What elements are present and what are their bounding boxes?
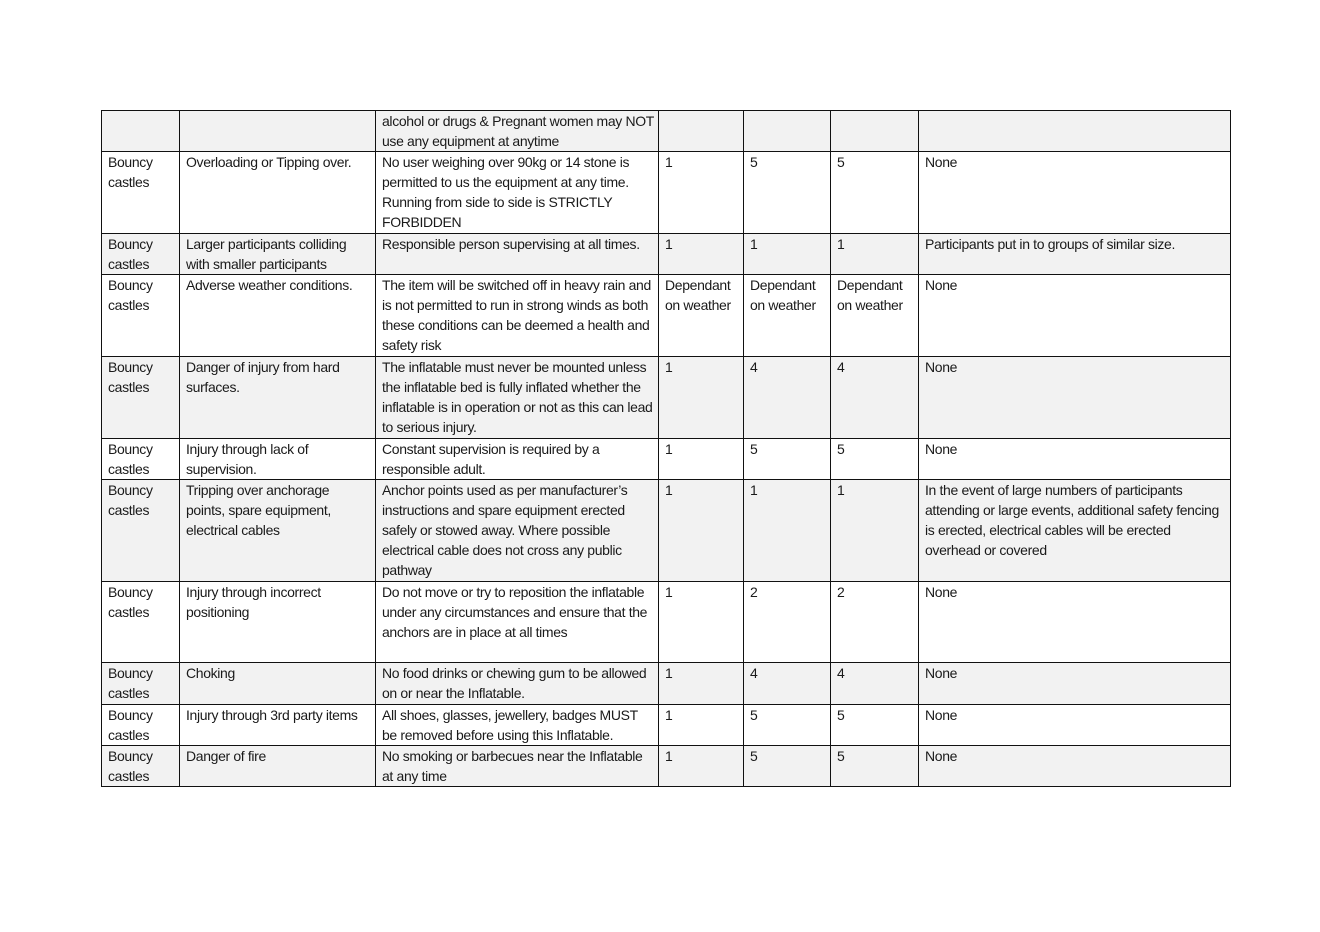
hazard-cell: Tripping over anchorage points, spare equipment, electrical cables: [180, 480, 376, 582]
control-measures-cell: No smoking or barbecues near the Inflatable at any time: [376, 746, 659, 787]
table-row: [102, 480, 1231, 582]
further-action-cell: None: [919, 152, 1231, 234]
risk-rating-cell: 5: [831, 705, 919, 746]
hazard-cell: [180, 111, 376, 152]
hazard-cell: Injury through incorrect positioning: [180, 582, 376, 663]
severity-cell: 5: [744, 439, 831, 480]
risk-rating-cell: [831, 111, 919, 152]
likelihood-cell: 1: [659, 234, 744, 275]
hazard-cell: Danger of fire: [180, 746, 376, 787]
hazard-cell: Injury through 3rd party items: [180, 705, 376, 746]
further-action-cell: None: [919, 357, 1231, 439]
likelihood-cell: [659, 111, 744, 152]
likelihood-cell: 1: [659, 705, 744, 746]
control-measures-cell: All shoes, glasses, jewellery, badges MUST be removed before using this Inflatable.: [376, 705, 659, 746]
severity-cell: Dependant on weather: [744, 275, 831, 357]
table-row: [102, 705, 1231, 746]
activity-cell: Bouncy castles: [102, 582, 180, 663]
risk-rating-cell: Dependant on weather: [831, 275, 919, 357]
likelihood-cell: Dependant on weather: [659, 275, 744, 357]
control-measures-cell: No user weighing over 90kg or 14 stone is permitted to us the equipment at any time. Running from side to side is STRICTLY FORBIDDEN: [376, 152, 659, 234]
hazard-cell: Larger participants colliding with smaller participants: [180, 234, 376, 275]
control-measures-cell: The item will be switched off in heavy rain and is not permitted to run in strong winds as both these conditions can be deemed a health and safety risk: [376, 275, 659, 357]
control-measures-cell: Constant supervision is required by a responsible adult.: [376, 439, 659, 480]
further-action-cell: None: [919, 663, 1231, 705]
further-action-cell: None: [919, 275, 1231, 357]
risk-rating-cell: 4: [831, 663, 919, 705]
activity-cell: Bouncy castles: [102, 357, 180, 439]
severity-cell: 1: [744, 480, 831, 582]
likelihood-cell: 1: [659, 152, 744, 234]
table-row: [102, 582, 1231, 663]
hazard-cell: Adverse weather conditions.: [180, 275, 376, 357]
severity-cell: 5: [744, 705, 831, 746]
risk-rating-cell: 4: [831, 357, 919, 439]
activity-cell: Bouncy castles: [102, 439, 180, 480]
further-action-cell: In the event of large numbers of participants attending or large events, additional safety fencing is erected, electrical cables will be erected overhead or covered: [919, 480, 1231, 582]
severity-cell: [744, 111, 831, 152]
table-row: [102, 439, 1231, 480]
severity-cell: 4: [744, 663, 831, 705]
control-measures-cell: Anchor points used as per manufacturer’s instructions and spare equipment erected safely or stowed away. Where possible electrical cable does not cross any public pathway: [376, 480, 659, 582]
activity-cell: Bouncy castles: [102, 746, 180, 787]
risk-rating-cell: 1: [831, 480, 919, 582]
control-measures-cell: Responsible person supervising at all times.: [376, 234, 659, 275]
further-action-cell: None: [919, 705, 1231, 746]
severity-cell: 1: [744, 234, 831, 275]
risk-assessment-table: [101, 110, 1231, 787]
risk-rating-cell: 5: [831, 439, 919, 480]
activity-cell: Bouncy castles: [102, 234, 180, 275]
risk-rating-cell: 2: [831, 582, 919, 663]
activity-cell: Bouncy castles: [102, 480, 180, 582]
likelihood-cell: 1: [659, 663, 744, 705]
control-measures-cell: alcohol or drugs & Pregnant women may NOT use any equipment at anytime: [376, 111, 659, 152]
control-measures-cell: Do not move or try to reposition the inflatable under any circumstances and ensure that the anchors are in place at all times: [376, 582, 659, 663]
control-measures-cell: No food drinks or chewing gum to be allowed on or near the Inflatable.: [376, 663, 659, 705]
risk-rating-cell: 1: [831, 234, 919, 275]
table-row: [102, 152, 1231, 234]
hazard-cell: Overloading or Tipping over.: [180, 152, 376, 234]
table-row: [102, 357, 1231, 439]
activity-cell: [102, 111, 180, 152]
likelihood-cell: 1: [659, 746, 744, 787]
table-row: [102, 746, 1231, 787]
further-action-cell: Participants put in to groups of similar size.: [919, 234, 1231, 275]
table-row: [102, 234, 1231, 275]
hazard-cell: Injury through lack of supervision.: [180, 439, 376, 480]
hazard-cell: Danger of injury from hard surfaces.: [180, 357, 376, 439]
further-action-cell: [919, 111, 1231, 152]
activity-cell: Bouncy castles: [102, 663, 180, 705]
likelihood-cell: 1: [659, 582, 744, 663]
table-row: [102, 275, 1231, 357]
table-row: [102, 111, 1231, 152]
severity-cell: 4: [744, 357, 831, 439]
further-action-cell: None: [919, 439, 1231, 480]
likelihood-cell: 1: [659, 480, 744, 582]
severity-cell: 5: [744, 152, 831, 234]
hazard-cell: Choking: [180, 663, 376, 705]
activity-cell: Bouncy castles: [102, 705, 180, 746]
activity-cell: Bouncy castles: [102, 152, 180, 234]
severity-cell: 5: [744, 746, 831, 787]
further-action-cell: None: [919, 746, 1231, 787]
activity-cell: Bouncy castles: [102, 275, 180, 357]
severity-cell: 2: [744, 582, 831, 663]
risk-rating-cell: 5: [831, 746, 919, 787]
likelihood-cell: 1: [659, 439, 744, 480]
likelihood-cell: 1: [659, 357, 744, 439]
table-row: [102, 663, 1231, 705]
risk-rating-cell: 5: [831, 152, 919, 234]
further-action-cell: None: [919, 582, 1231, 663]
control-measures-cell: The inflatable must never be mounted unless the inflatable bed is fully inflated whether the inflatable is in operation or not as this can lead to serious injury.: [376, 357, 659, 439]
